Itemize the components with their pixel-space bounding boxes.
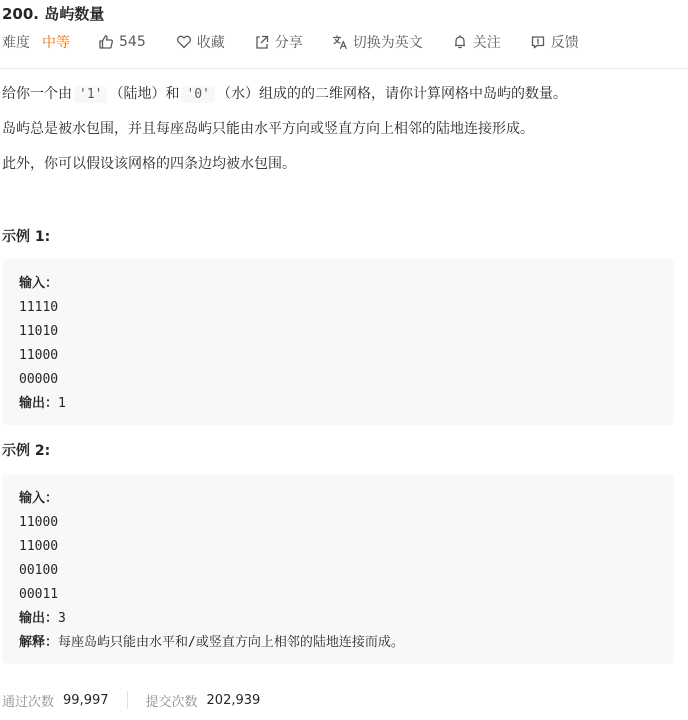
heart-icon [176,34,192,50]
example-1-heading: 示例 1: [2,229,51,245]
grid-row: 00100 [19,563,59,578]
feedback-button[interactable] [530,32,579,52]
grid-row: 00011 [19,587,59,602]
stats-separator [127,691,128,709]
feedback-icon [530,34,546,50]
explain-value: 每座岛屿只能由水平和/或竖直方向上相邻的陆地连接而成。 [58,635,404,650]
grid-row: 11000 [19,515,59,530]
grid-row: 11000 [19,348,59,363]
meta-bar [2,32,579,52]
accepted-label: 通过次数 [2,694,55,710]
explain-label: 解释： [19,635,59,650]
grid-row: 11000 [19,539,59,554]
output-label: 输出： [19,611,59,626]
bell-icon [452,34,468,50]
description-paragraph-3: 此外，你可以假设该网格的四条边均被水包围。 [2,156,296,172]
description-paragraph-2: 岛屿总是被水包围，并且每座岛屿只能由水平方向或竖直方向上相邻的陆地连接形成。 [2,121,534,137]
like-count: 545 [119,34,146,50]
header-divider [0,68,688,69]
output-value: 3 [58,611,66,626]
example-2-heading: 示例 2: [2,443,51,459]
stats-footer [2,690,260,710]
output-value: 1 [58,396,66,411]
translate-label: 切换为英文 [352,35,423,51]
share-button[interactable] [254,32,303,52]
difficulty-badge: 中等 [42,35,70,51]
inline-code-water: '0' [181,86,214,103]
description-paragraph-1: 给你一个由 '1' （陆地）和 '0' （水）组成的的二维网格，请你计算网格中岛屿的数量。 [2,86,567,102]
input-label: 输入： [19,491,59,506]
like-button[interactable] [98,34,146,50]
input-label: 输入： [19,276,59,291]
submissions-value: 202,939 [206,692,261,708]
share-label: 分享 [274,35,303,51]
example-2-box [2,474,674,664]
submissions-label: 提交次数 [145,694,198,710]
difficulty-label: 难度 [2,35,30,51]
translate-icon [332,34,348,50]
share-icon [254,34,270,50]
follow-button[interactable] [452,32,501,52]
example-1-box [2,259,674,425]
problem-title: 200. 岛屿数量 [2,5,105,23]
feedback-label: 反馈 [550,35,579,51]
grid-row: 11010 [19,324,59,339]
output-label: 输出： [19,396,59,411]
grid-row: 00000 [19,372,59,387]
collect-button[interactable] [176,32,225,52]
follow-label: 关注 [472,35,501,51]
grid-row: 11110 [19,300,59,315]
inline-code-land: '1' [74,86,107,103]
collect-label: 收藏 [196,35,225,51]
accepted-value: 99,997 [63,692,109,708]
translate-button[interactable] [332,32,423,52]
thumbs-up-icon [98,34,114,50]
